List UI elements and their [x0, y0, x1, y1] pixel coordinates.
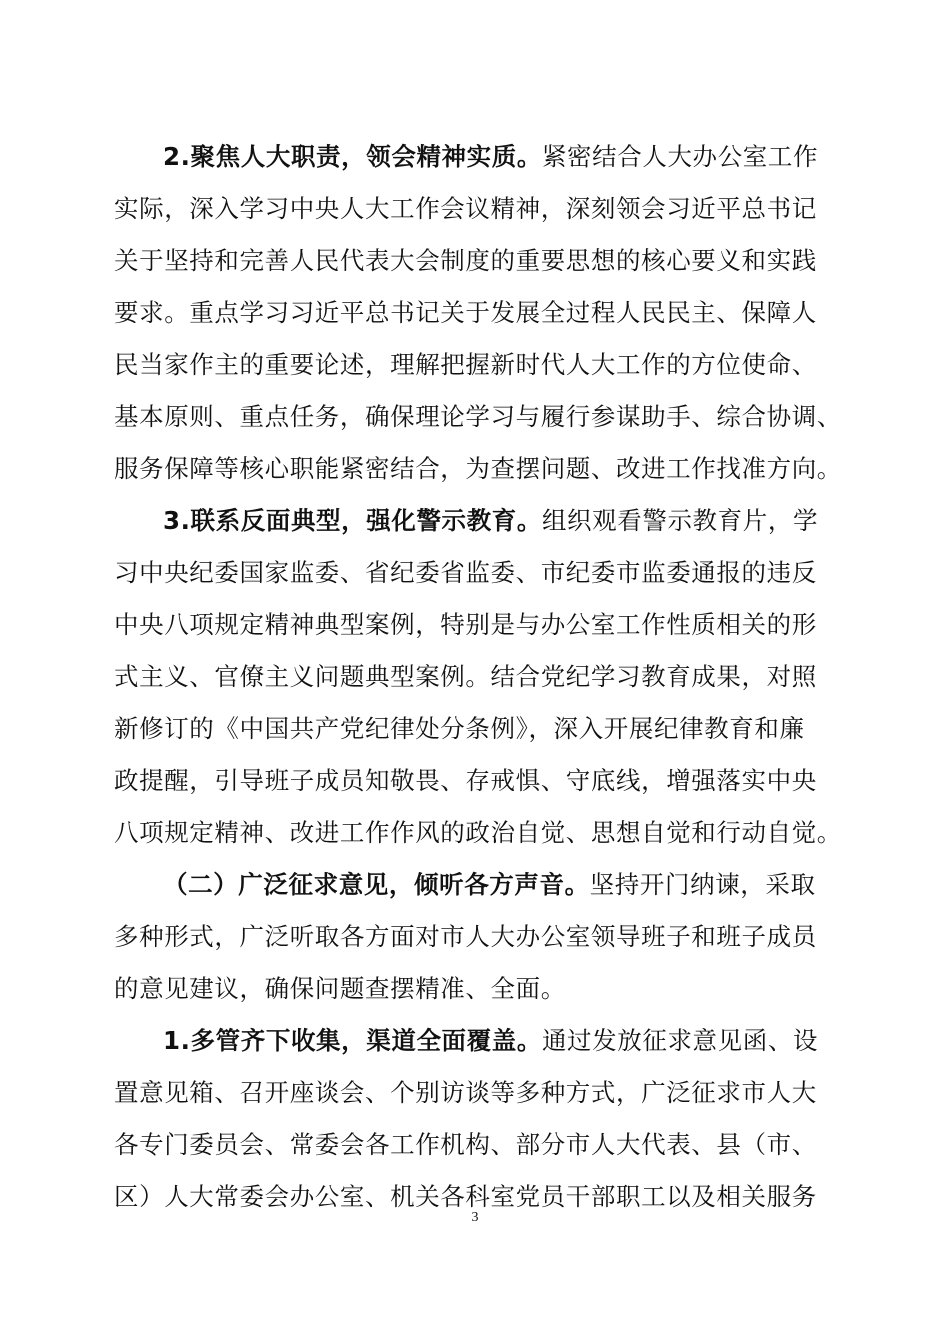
paragraph-3-line-2: 多种形式，广泛听取各方面对市人大办公室领导班子和班子成员 — [114, 922, 817, 951]
paragraph-4-heading: 1.多管齐下收集，渠道全面覆盖。 — [163, 1026, 542, 1055]
paragraph-1-line-1 — [163, 137, 818, 177]
paragraph-1-line-4: 要求。重点学习习近平总书记关于发展全过程人民民主、保障人 — [114, 298, 817, 327]
paragraph-1-line-7: 服务保障等核心职能紧密结合，为查摆问题、改进工作找准方向。 — [114, 454, 842, 483]
paragraph-1-text: 紧密结合人大办公室工作 — [541, 142, 819, 171]
paragraph-1-line-6: 基本原则、重点任务，确保理论学习与履行参谋助手、综合协调、 — [114, 402, 842, 431]
paragraph-2-line-2: 习中央纪委国家监委、省纪委省监委、市纪委市监委通报的违反 — [114, 558, 817, 587]
paragraph-1-line-3: 关于坚持和完善人民代表大会制度的重要思想的核心要义和实践 — [114, 246, 817, 275]
paragraph-1-heading: 2.聚焦人大职责，领会精神实质。 — [163, 142, 542, 171]
paragraph-3-line-1 — [163, 865, 816, 905]
paragraph-3-text: 坚持开门纳谏，采取 — [589, 870, 816, 899]
paragraph-3-line-3: 的意见建议，确保问题查摆精准、全面。 — [114, 974, 566, 1003]
paragraph-4-text: 通过发放征求意见函、设 — [541, 1026, 819, 1055]
paragraph-4-line-3: 各专门委员会、常委会各工作机构、部分市人大代表、县（市、 — [114, 1130, 817, 1159]
paragraph-1-line-5: 民当家作主的重要论述，理解把握新时代人大工作的方位使命、 — [114, 350, 817, 379]
paragraph-2-line-7: 八项规定精神、改进工作作风的政治自觉、思想自觉和行动自觉。 — [114, 818, 842, 847]
paragraph-2-line-4: 式主义、官僚主义问题典型案例。结合党纪学习教育成果，对照 — [114, 662, 817, 691]
paragraph-2-heading: 3.联系反面典型，强化警示教育。 — [163, 506, 542, 535]
paragraph-4-line-4: 区）人大常委会办公室、机关各科室党员干部职工以及相关服务 — [114, 1182, 817, 1211]
paragraph-2-line-1 — [163, 501, 818, 541]
paragraph-4-line-1 — [163, 1021, 818, 1061]
page-number: 3 — [471, 1210, 479, 1225]
paragraph-3-heading: （二）广泛征求意见，倾听各方声音。 — [163, 870, 590, 899]
paragraph-2-text: 组织观看警示教育片，学 — [541, 506, 819, 535]
paragraph-2-line-5: 新修订的《中国共产党纪律处分条例》，深入开展纪律教育和廉 — [114, 714, 805, 743]
paragraph-1-line-2: 实际，深入学习中央人大工作会议精神，深刻领会习近平总书记 — [114, 194, 817, 223]
paragraph-2-line-3: 中央八项规定精神典型案例，特别是与办公室工作性质相关的形 — [114, 610, 817, 639]
paragraph-2-line-6: 政提醒，引导班子成员知敬畏、存戒惧、守底线，增强落实中央 — [114, 766, 817, 795]
paragraph-4-line-2: 置意见箱、召开座谈会、个别访谈等多种方式，广泛征求市人大 — [114, 1078, 817, 1107]
